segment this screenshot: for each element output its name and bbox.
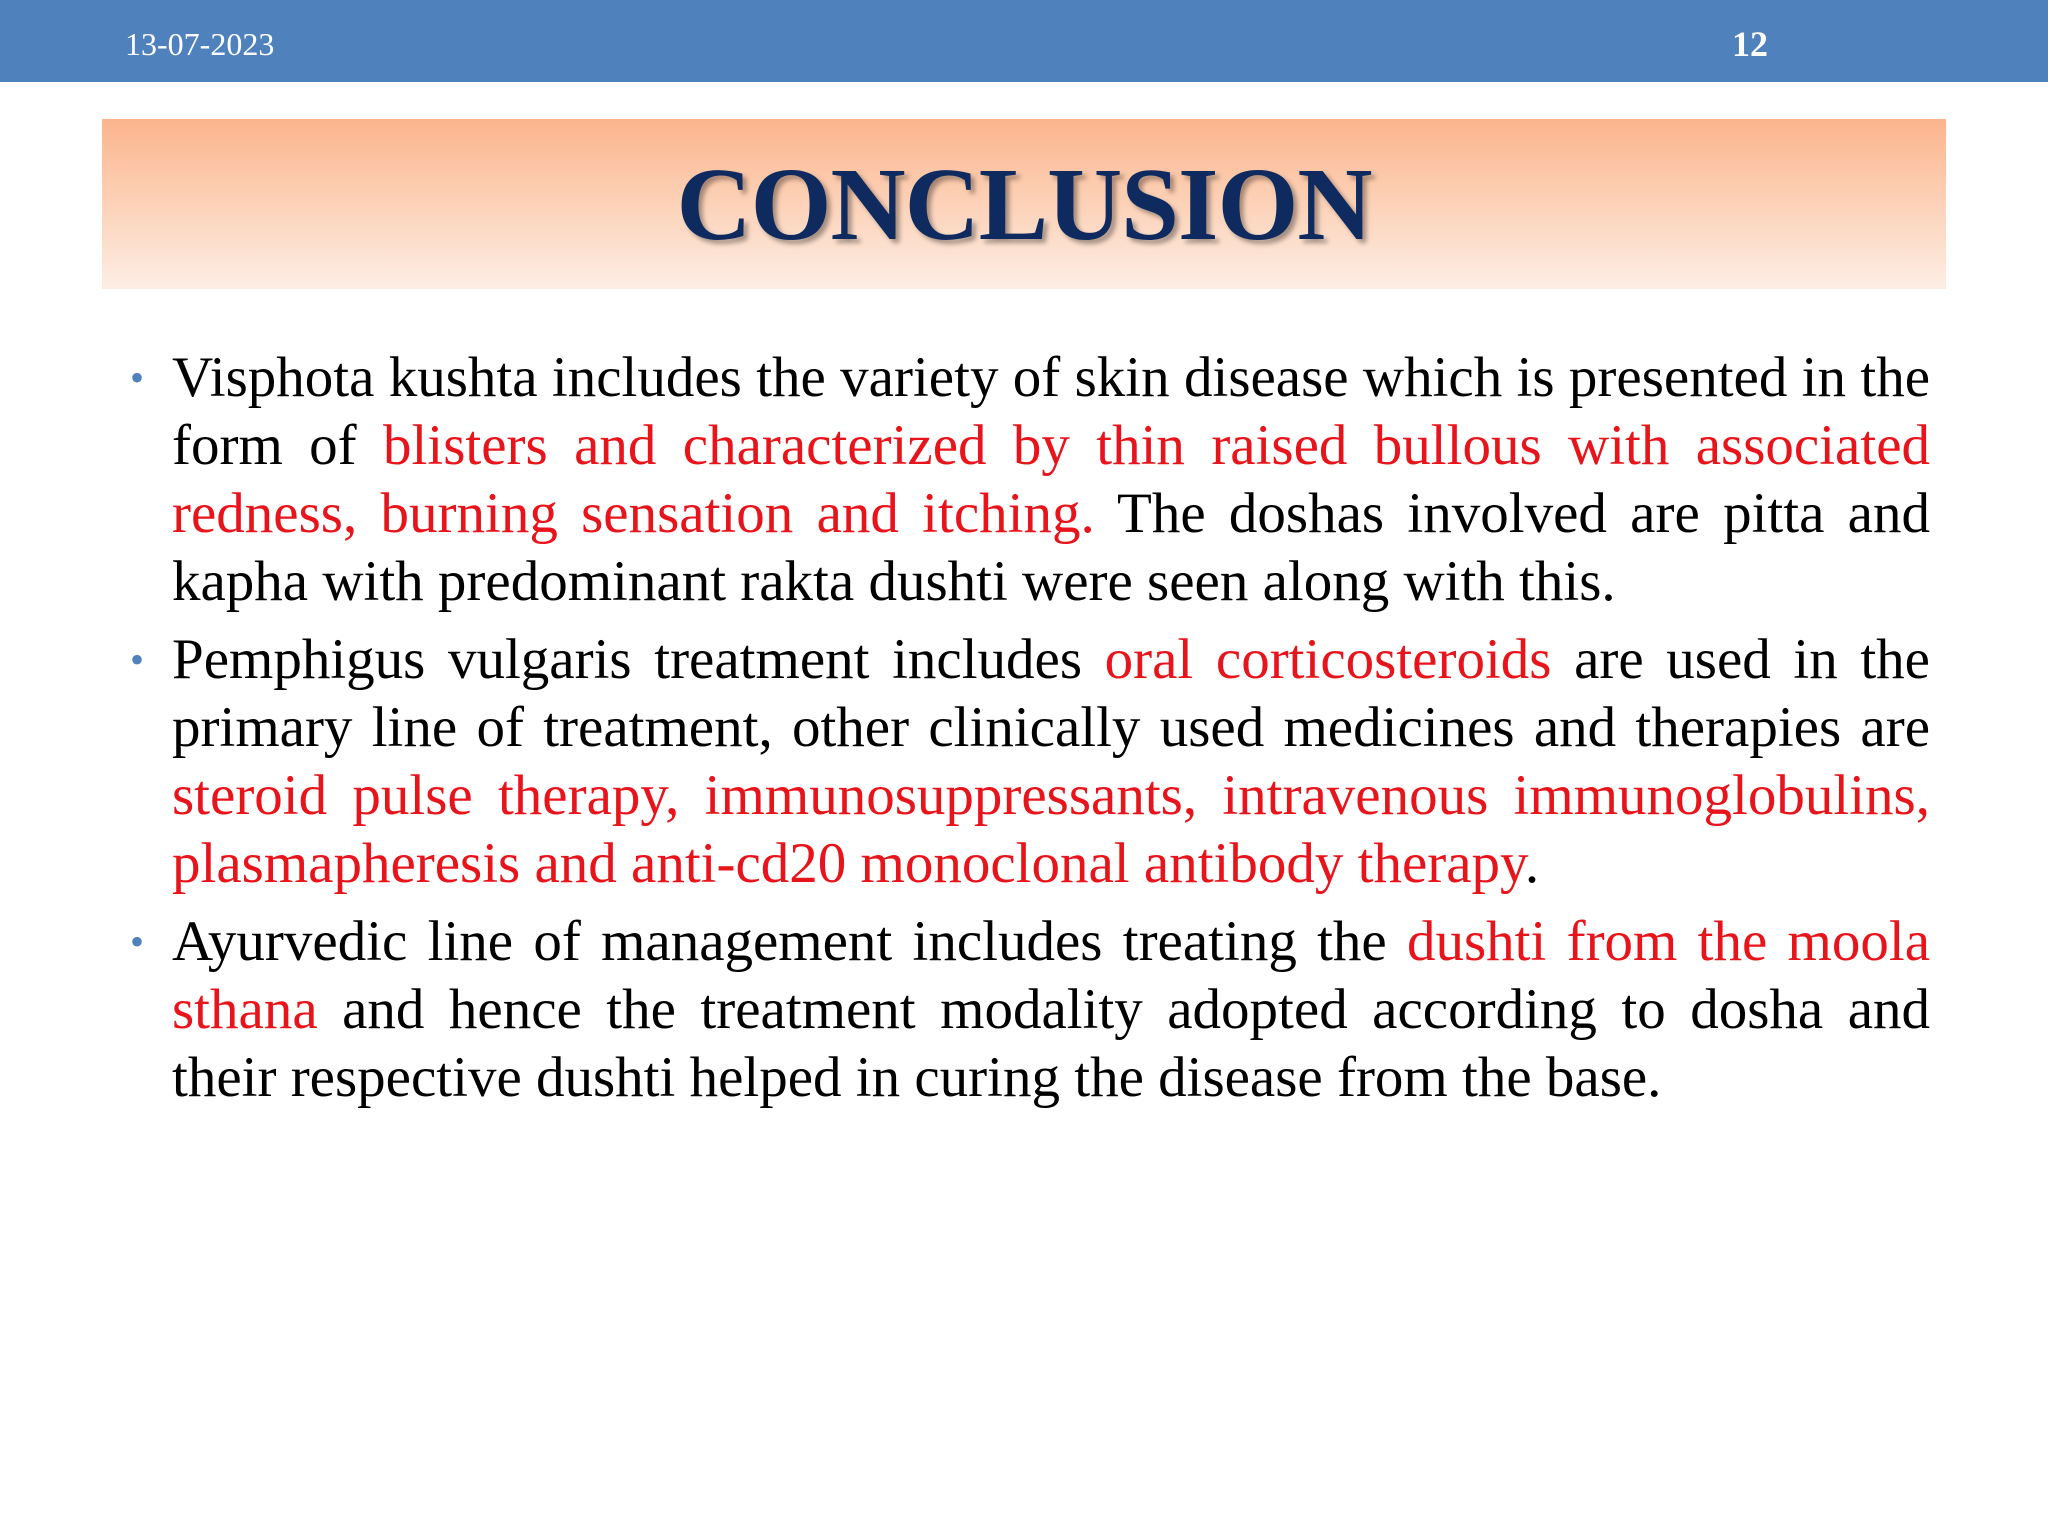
bullet-list	[130, 344, 1930, 1122]
bullet-highlight-segment: oral corticosteroids	[1104, 628, 1552, 691]
bullet-text-segment: Pemphigus vulgaris treatment includes	[172, 628, 1105, 691]
bullet-text-segment: .	[1524, 832, 1540, 895]
slide-number: 12	[1732, 24, 1768, 64]
slide-title: CONCLUSION	[676, 146, 1372, 262]
bullet-item-2	[130, 626, 1930, 898]
bullet-marker: •	[130, 637, 145, 682]
bullet-highlight-segment: steroid pulse therapy, immunosuppressants, intravenous immunoglobulins, plasmapheresis and anti-cd20 monoclonal antibody therapy	[172, 764, 1930, 895]
slide-date: 13-07-2023	[125, 26, 275, 62]
bullet-marker: •	[130, 355, 145, 400]
slide-header-bar	[0, 0, 2048, 82]
bullet-text-segment: Ayurvedic line of management includes treating the	[172, 910, 1407, 973]
bullet-item-3	[130, 908, 1930, 1112]
title-banner	[102, 119, 1946, 289]
bullet-text-segment: The doshas involved are pitta and kapha with predominant rakta dushti were seen along with this.	[172, 482, 1930, 613]
bullet-text-segment: Visphota kushta includes the variety of skin disease which is presented in the form of	[172, 346, 1930, 477]
bullet-highlight-segment: blisters and characterized by thin raised bullous with associated redness, burning sensation and itching.	[172, 414, 1930, 545]
bullet-highlight-segment: dushti from the moola sthana	[172, 910, 1931, 1041]
bullet-item-1	[130, 344, 1930, 616]
bullet-text-segment: and hence the treatment modality adopted according to dosha and their respective dushti helped in curing the disease from the base.	[172, 978, 1930, 1109]
bullet-text-segment: are used in the primary line of treatment, other clinically used medicines and therapies are	[172, 628, 1930, 759]
bullet-marker: •	[130, 919, 145, 964]
